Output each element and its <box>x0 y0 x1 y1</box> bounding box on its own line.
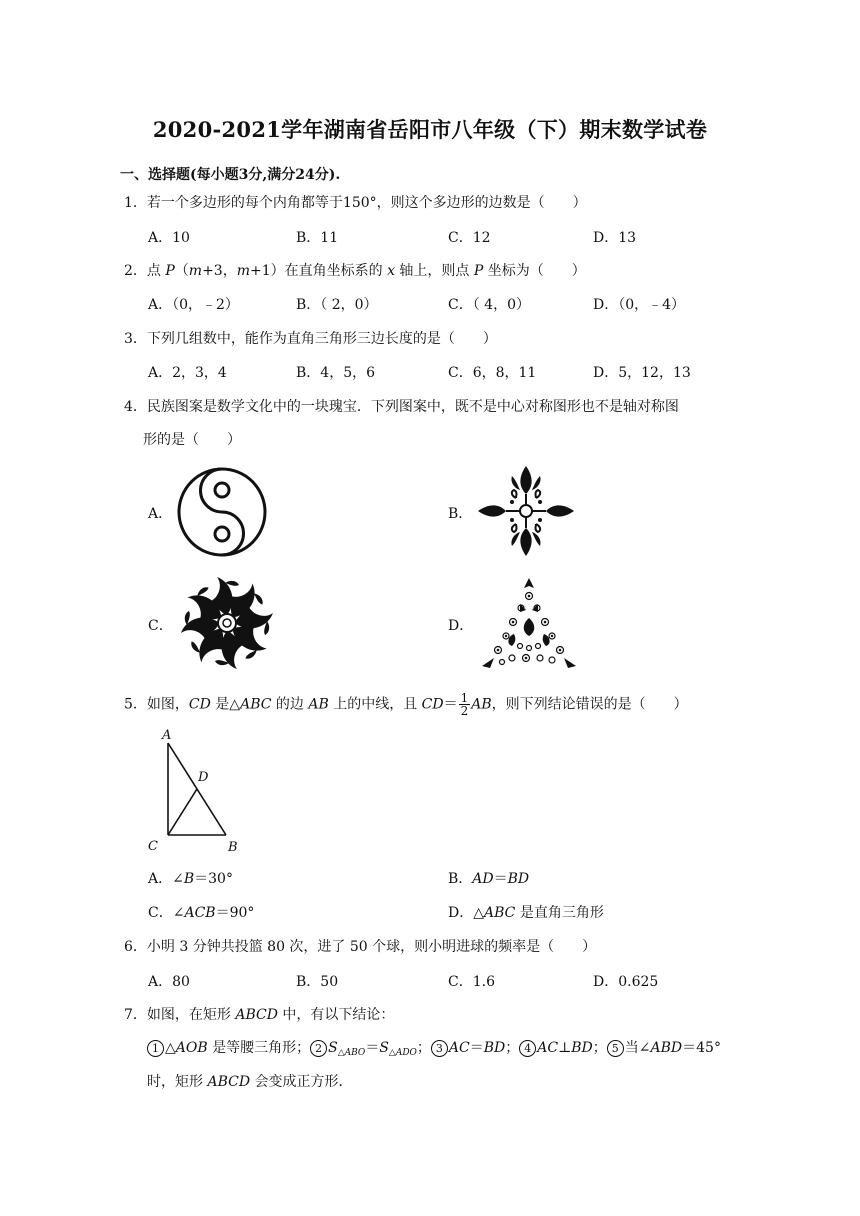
question-5-stem: 5．如图，CD 是△ABC 的边 AB 上的中线，且 CD＝ $\frac{1}{2}$ AB，则下列结论错误的是（ ） <box>124 691 688 718</box>
q2-option-d: D．（0，﹣4） <box>593 297 686 313</box>
question-7-conclusions: 1 △AOB 是等腰三角形； 2 $S_{\triangle ABO}=S_{\triangle ADO}$； 3 AC＝BD； 4 AC⊥BD； 5 当∠ABD＝45° <box>147 1037 721 1058</box>
section-heading: 一、选择题(每小题3分,满分24分). <box>120 167 341 183</box>
q3-option-d: D．5，12，13 <box>593 365 691 381</box>
yin-yang-figure <box>176 466 268 558</box>
q6-option-a: A．80 <box>148 974 190 990</box>
q4-option-a-label: A． <box>148 506 173 522</box>
question-4-stem-line2: 形的是（ ） <box>143 432 241 448</box>
q2-option-c: C．（ 4，0） <box>448 297 530 313</box>
q1-option-d: D．13 <box>593 230 637 246</box>
question-3-stem: 3．下列几组数中，能作为直角三角形三边长度的是（ ） <box>124 331 497 347</box>
q4-option-c-label: C． <box>148 618 173 634</box>
q4-option-b-label: B． <box>448 506 473 522</box>
q1-option-b: B．11 <box>296 230 339 246</box>
question-7-stem: 7．如图，在矩形 ABCD 中，有以下结论： <box>124 1007 395 1023</box>
q3-option-c: C．6，8，11 <box>448 365 537 381</box>
vertex-label-a: A <box>162 728 172 743</box>
question-7-line3: 时，矩形 ABCD 会变成正方形． <box>147 1074 353 1090</box>
q4-option-d-label: D． <box>448 618 474 634</box>
q5-option-a: A．∠B＝30° <box>148 871 233 887</box>
q6-option-d: D．0.625 <box>593 974 659 990</box>
triangle-pattern-figure <box>476 574 582 672</box>
q3-option-a: A．2，3，4 <box>148 365 227 381</box>
q1-option-c: C．12 <box>448 230 491 246</box>
floral-cross-figure <box>476 462 576 560</box>
q2-option-b: B．（ 2，0） <box>296 297 378 313</box>
q5-option-c: C．∠ACB＝90° <box>148 905 255 921</box>
q3-option-b: B．4，5，6 <box>296 365 376 381</box>
q1-option-a: A．10 <box>148 230 190 246</box>
question-4-stem-line1: 4．民族图案是数学文化中的一块瑰宝．下列图案中，既不是中心对称图形也不是轴对称图 <box>124 399 679 415</box>
q6-option-c: C．1.6 <box>448 974 495 990</box>
page-title: 2020-2021学年湖南省岳阳市八年级（下）期末数学试卷 <box>152 117 708 142</box>
pinwheel-flower-figure <box>175 572 279 674</box>
one-half-fraction: $\frac{1}{2}$ <box>460 691 469 718</box>
question-2-stem: 2．点 P（m+3，m+1）在直角坐标系的 x 轴上，则点 P 坐标为（ ） <box>124 263 586 279</box>
vertex-label-c: C <box>148 839 158 854</box>
q6-option-b: B．50 <box>296 974 339 990</box>
q5-option-d: D．△ABC 是直角三角形 <box>448 905 604 921</box>
question-6-stem: 6．小明 3 分钟共投篮 80 次，进了 50 个球，则小明进球的频率是（ ） <box>124 939 597 955</box>
vertex-label-d: D <box>198 770 209 785</box>
question-1-stem: 1．若一个多边形的每个内角都等于150°，则这个多边形的边数是（ ） <box>124 195 587 211</box>
q2-option-a: A．（0，﹣2） <box>148 297 239 313</box>
q5-option-b: B．AD＝BD <box>448 871 530 887</box>
triangle-abc-figure <box>140 727 250 855</box>
vertex-label-b: B <box>228 840 238 855</box>
